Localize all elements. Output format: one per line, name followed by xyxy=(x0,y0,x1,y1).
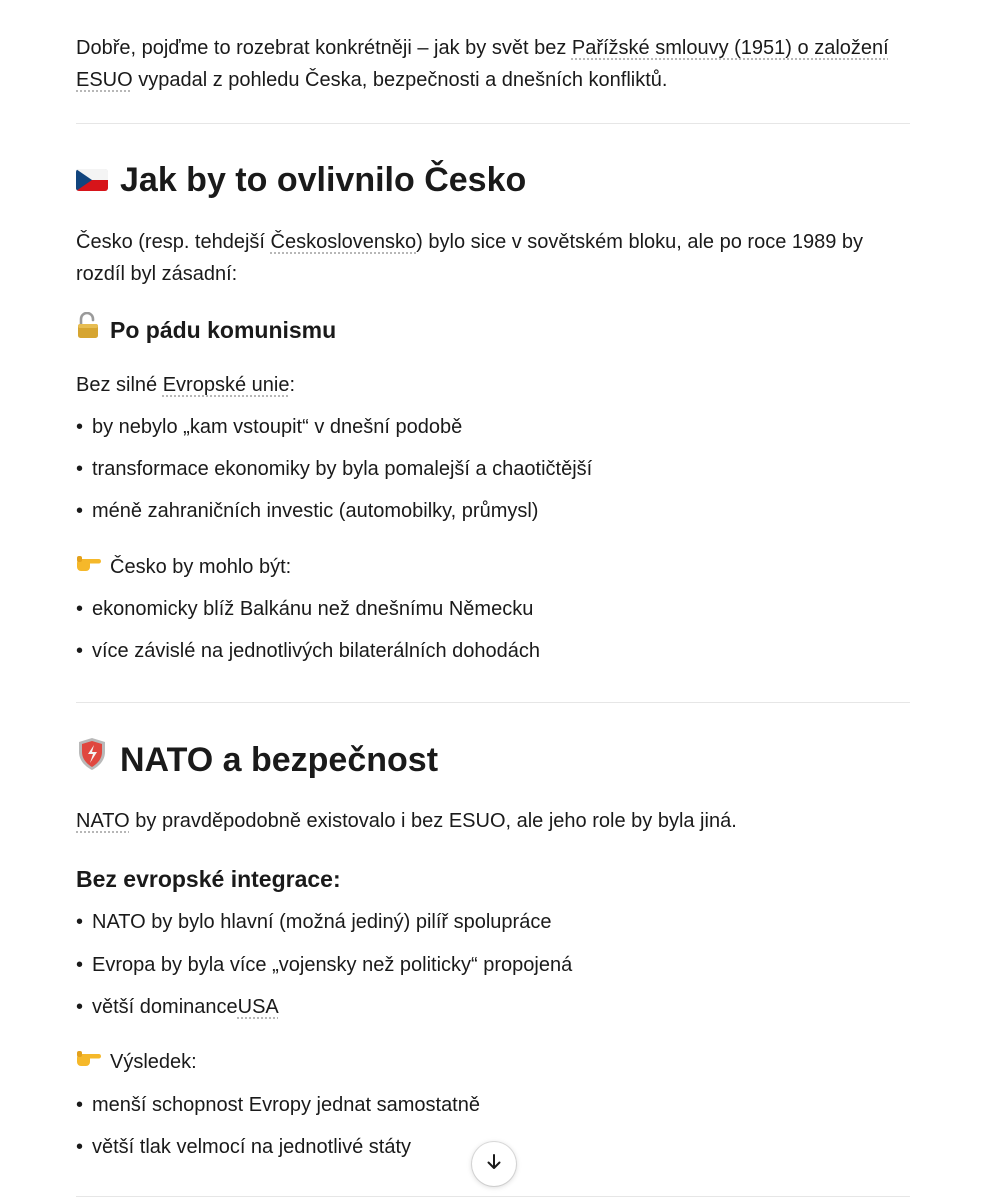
list-item xyxy=(76,1090,480,1120)
subheading-title: Bez evropské integrace: xyxy=(76,866,341,892)
paragraph-text: ) bylo sice v sovětském bloku, ale po roce 1989 by rozdíl byl zásadní: xyxy=(76,231,864,285)
bullet-dot: • xyxy=(76,954,84,976)
list-item xyxy=(76,1132,411,1162)
intro-text-after: vypadal z pohledu Česka, bezpečnosti a dnešních konfliktů. xyxy=(132,69,668,91)
divider xyxy=(76,1196,910,1197)
list-item-text: větší dominance xyxy=(92,996,238,1018)
czechoslovakia-link[interactable]: Československo xyxy=(270,231,417,253)
section-title: Jak by to ovlivnilo Česko xyxy=(120,161,527,199)
bullet-dot: • xyxy=(76,598,84,620)
eu-lead-line xyxy=(76,369,295,401)
bullet-dot: • xyxy=(76,996,84,1018)
intro-text-before: Dobře, pojďme to rozebrat konkrétněji – jak by svět bez xyxy=(76,37,572,59)
subheading-title: Po pádu komunismu xyxy=(110,317,337,343)
list-item xyxy=(76,594,533,624)
subheading-after-communism xyxy=(76,312,336,348)
section-heading-czech xyxy=(76,158,526,202)
pointer-text: Výsledek: xyxy=(110,1051,197,1073)
pointing-hand-icon xyxy=(76,1047,102,1077)
bullet-dot: • xyxy=(76,1094,84,1116)
pointing-hand-icon xyxy=(76,552,102,582)
list-item-text: méně zahraničních investic (automobilky, průmysl) xyxy=(92,500,539,522)
bullet-dot: • xyxy=(76,500,84,522)
list-item xyxy=(76,907,551,937)
paris-treaty-link[interactable]: Pařížské smlouvy (1951) o založení ESUO xyxy=(76,37,889,91)
list-item-text: ekonomicky blíž Balkánu než dnešnímu Německu xyxy=(92,598,534,620)
section-title: NATO a bezpečnost xyxy=(120,740,439,779)
unlocked-padlock-icon xyxy=(76,312,100,348)
lead-text: Bez silné xyxy=(76,374,163,396)
list-item xyxy=(76,950,572,980)
list-item-text: NATO by bylo hlavní (možná jediný) pilíř spolupráce xyxy=(92,911,552,933)
nato-link[interactable]: NATO xyxy=(76,810,130,832)
bullet-dot: • xyxy=(76,1136,84,1158)
usa-link[interactable]: USA xyxy=(237,996,279,1018)
divider xyxy=(76,702,910,703)
list-item xyxy=(76,636,540,666)
czech-flag-icon xyxy=(76,169,108,191)
list-item-text: menší schopnost Evropy jednat samostatně xyxy=(92,1094,480,1116)
subheading-without-integration xyxy=(76,863,341,895)
list-item xyxy=(76,992,279,1022)
list-item xyxy=(76,496,538,526)
bullet-dot: • xyxy=(76,416,84,438)
eu-link[interactable]: Evropské unie xyxy=(162,374,290,396)
czech-paragraph xyxy=(76,226,912,290)
nato-paragraph xyxy=(76,805,737,837)
list-item-text: více závislé na jednotlivých bilaterálních dohodách xyxy=(92,640,541,662)
scroll-to-bottom-button[interactable] xyxy=(472,1142,516,1186)
section-heading-nato xyxy=(76,737,438,782)
shield-icon xyxy=(76,737,108,782)
arrow-down-icon xyxy=(485,1153,503,1176)
list-item-text: transformace ekonomiky by byla pomalejší a chaotičtější xyxy=(92,458,593,480)
bullet-dot: • xyxy=(76,911,84,933)
paragraph-text: Česko (resp. tehdejší xyxy=(76,231,271,253)
list-item-text: Evropa by byla více „vojensky než politicky“ propojená xyxy=(92,954,573,976)
divider xyxy=(76,123,910,124)
list-item xyxy=(76,454,592,484)
bullet-dot: • xyxy=(76,458,84,480)
pointer-line xyxy=(76,1047,197,1077)
bullet-dot: • xyxy=(76,640,84,662)
list-item xyxy=(76,412,462,442)
pointer-line xyxy=(76,552,291,582)
list-item-text: větší tlak velmocí na jednotlivé státy xyxy=(92,1136,412,1158)
pointer-text: Česko by mohlo být: xyxy=(110,556,292,578)
lead-text: : xyxy=(289,374,296,396)
list-item-text: by nebylo „kam vstoupit“ v dnešní podobě xyxy=(92,416,463,438)
paragraph-text: by pravděpodobně existovalo i bez ESUO, ale jeho role by byla jiná. xyxy=(129,810,737,832)
intro-paragraph xyxy=(76,32,916,96)
